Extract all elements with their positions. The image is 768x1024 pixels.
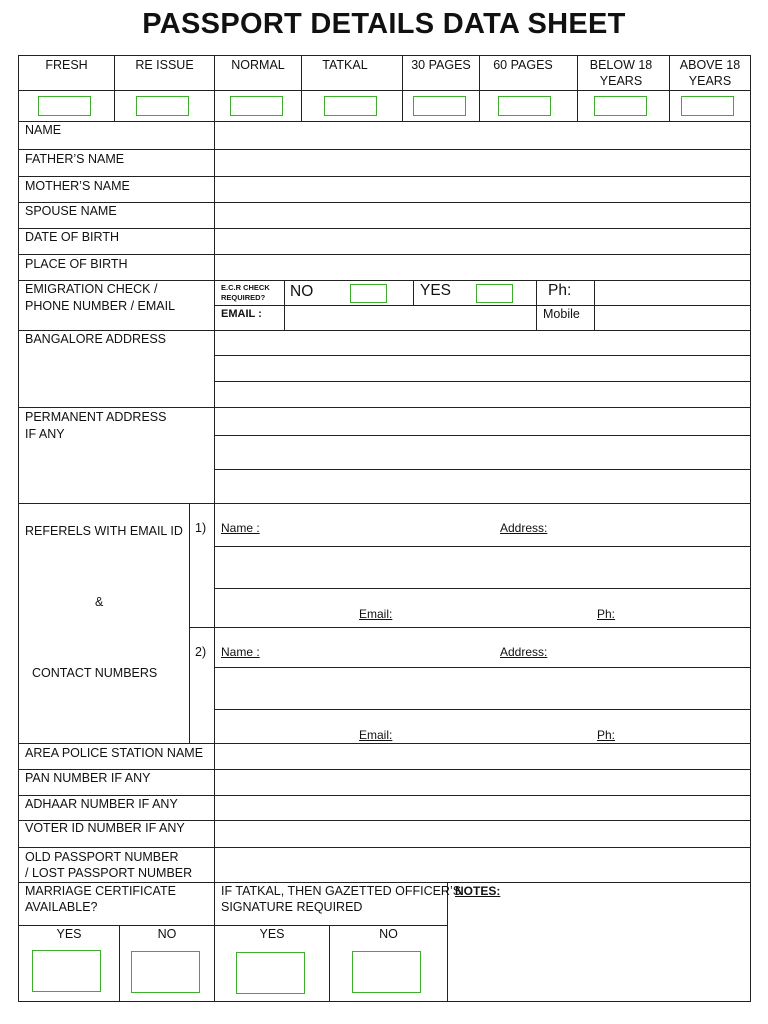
marriage-certificate-label: MARRIAGE CERTIFICATE <box>25 884 176 898</box>
rule <box>18 202 751 203</box>
mobile-label: Mobile <box>543 307 580 321</box>
rule <box>189 503 190 743</box>
rule <box>18 743 751 744</box>
referral-2-number: 2) <box>195 645 207 659</box>
referral-1-email-label: Email: <box>359 607 393 621</box>
referral-1-address-label: Address: <box>500 521 548 535</box>
rule <box>214 305 751 306</box>
ecr-no-checkbox[interactable] <box>350 284 387 303</box>
option-fresh-checkbox[interactable] <box>38 96 91 116</box>
father-name-label: FATHER’S NAME <box>25 152 125 166</box>
rule <box>750 55 751 1002</box>
rule <box>18 407 751 408</box>
ecr-yes-label: YES <box>420 282 452 299</box>
voter-id-label: VOTER ID NUMBER IF ANY <box>25 821 185 835</box>
adhaar-number-label: ADHAAR NUMBER IF ANY <box>25 797 178 811</box>
rule <box>413 280 414 305</box>
permanent-address-label-2: IF ANY <box>25 427 65 441</box>
old-passport-label-2: / LOST PASSPORT NUMBER <box>25 866 193 880</box>
option-above-18-checkbox[interactable] <box>681 96 734 116</box>
marriage-no-checkbox[interactable] <box>131 951 200 993</box>
option-normal-checkbox[interactable] <box>230 96 283 116</box>
referral-2-email-label: Email: <box>359 728 393 742</box>
bangalore-address-label: BANGALORE ADDRESS <box>25 332 167 346</box>
marriage-no-label: NO <box>157 927 177 941</box>
marriage-yes-checkbox[interactable] <box>32 950 101 992</box>
emigration-label: EMIGRATION CHECK / <box>25 282 158 296</box>
rule <box>18 149 751 150</box>
gazetted-no-label: NO <box>379 927 398 941</box>
date-of-birth-label: DATE OF BIRTH <box>25 230 119 244</box>
option-60-pages-label: 60 PAGES <box>493 58 553 72</box>
rule <box>18 55 751 56</box>
rule <box>214 355 751 356</box>
rule <box>18 847 751 848</box>
spouse-name-label: SPOUSE NAME <box>25 204 117 218</box>
rule <box>214 381 751 382</box>
referral-2-address-label: Address: <box>500 645 548 659</box>
rule <box>669 55 670 121</box>
ecr-no-label: NO <box>290 283 314 300</box>
rule <box>18 503 751 504</box>
pan-number-label: PAN NUMBER IF ANY <box>25 771 151 785</box>
option-fresh-label: FRESH <box>45 58 88 72</box>
gazetted-yes-checkbox[interactable] <box>236 952 305 994</box>
rule <box>18 55 19 1002</box>
option-below-18-label: BELOW 18 YEARS <box>589 58 653 88</box>
rule <box>18 90 751 91</box>
rule <box>18 254 751 255</box>
place-of-birth-label: PLACE OF BIRTH <box>25 257 128 271</box>
rule <box>18 1001 751 1002</box>
option-reissue-checkbox[interactable] <box>136 96 189 116</box>
permanent-address-label: PERMANENT ADDRESS <box>25 410 167 424</box>
notes-label: NOTES: <box>455 884 501 898</box>
referral-1-name-label: Name : <box>221 521 260 535</box>
rule <box>18 228 751 229</box>
option-reissue-label: RE ISSUE <box>135 58 194 72</box>
referrals-label: REFERELS WITH EMAIL ID <box>25 524 183 538</box>
rule <box>447 882 448 1002</box>
rule <box>214 546 751 547</box>
option-below-18-checkbox[interactable] <box>594 96 647 116</box>
option-tatkal-label: TATKAL <box>322 58 368 72</box>
rule <box>214 435 751 436</box>
rule <box>214 588 751 589</box>
ecr-check-label: E.C.R CHECK <box>221 283 270 292</box>
marriage-certificate-label-2: AVAILABLE? <box>25 900 98 914</box>
rule <box>214 709 751 710</box>
option-tatkal-checkbox[interactable] <box>324 96 377 116</box>
rule <box>536 280 537 330</box>
rule <box>577 55 578 121</box>
rule <box>214 667 751 668</box>
police-station-label: AREA POLICE STATION NAME <box>25 746 204 760</box>
rule <box>18 176 751 177</box>
name-label: NAME <box>25 123 62 137</box>
option-30-pages-checkbox[interactable] <box>413 96 466 116</box>
rule <box>594 280 595 330</box>
rule <box>18 121 751 122</box>
referral-2-phone-label: Ph: <box>597 728 616 742</box>
old-passport-label: OLD PASSPORT NUMBER <box>25 850 179 864</box>
rule <box>189 627 751 628</box>
emigration-label-2: PHONE NUMBER / EMAIL <box>25 299 176 313</box>
option-above-18-label: ABOVE 18 YEARS <box>679 58 741 88</box>
option-30-pages-label: 30 PAGES <box>411 58 471 72</box>
referrals-ampersand: & <box>95 595 104 609</box>
ecr-check-label-2: REQUIRED? <box>221 293 266 302</box>
referral-1-number: 1) <box>195 521 207 535</box>
option-normal-label: NORMAL <box>231 58 285 72</box>
tatkal-signature-label-2: SIGNATURE REQUIRED <box>221 900 363 914</box>
marriage-yes-label: YES <box>56 927 82 941</box>
gazetted-no-checkbox[interactable] <box>352 951 421 993</box>
gazetted-yes-label: YES <box>259 927 285 941</box>
contact-numbers-label: CONTACT NUMBERS <box>32 666 158 680</box>
email-label: EMAIL : <box>221 308 262 320</box>
tatkal-signature-label: IF TATKAL, THEN GAZETTED OFFICER’S <box>221 884 462 898</box>
rule <box>284 280 285 330</box>
ecr-yes-checkbox[interactable] <box>476 284 513 303</box>
rule <box>214 55 215 504</box>
referral-2-name-label: Name : <box>221 645 260 659</box>
rule <box>214 469 751 470</box>
mother-name-label: MOTHER’S NAME <box>25 179 130 193</box>
phone-label: Ph: <box>548 282 572 299</box>
referral-1-phone-label: Ph: <box>597 607 616 621</box>
page-title: PASSPORT DETAILS DATA SHEET <box>142 8 626 40</box>
option-60-pages-checkbox[interactable] <box>498 96 551 116</box>
